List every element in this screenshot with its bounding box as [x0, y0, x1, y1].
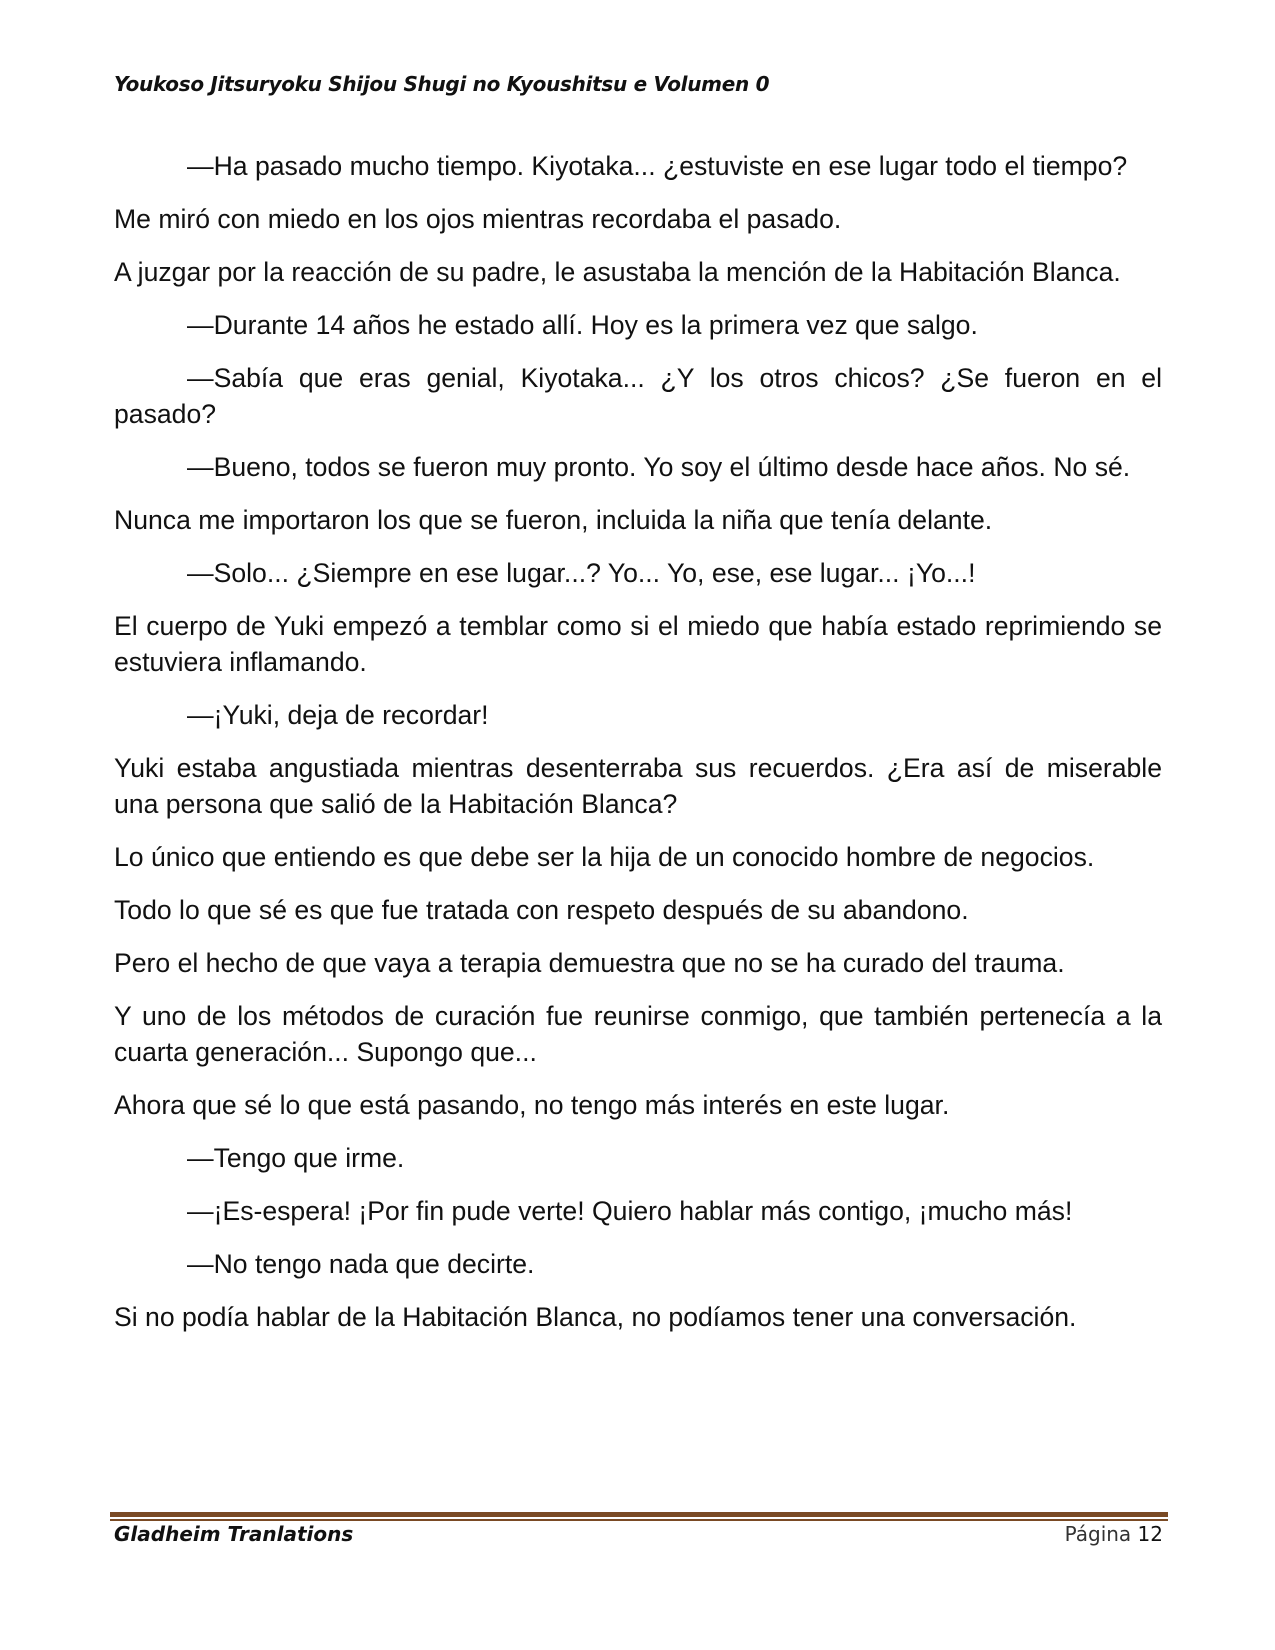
paragraph-dialog: —Durante 14 años he estado allí. Hoy es la primera vez que salgo.: [187, 310, 978, 340]
page-body: [114, 148, 1162, 1352]
paragraph-narration: Pero el hecho de que vaya a terapia demuestra que no se ha curado del trauma.: [114, 948, 1065, 978]
paragraph-narration: Todo lo que sé es que fue tratada con respeto después de su abandono.: [114, 895, 969, 925]
paragraph-dialog: —¡Yuki, deja de recordar!: [187, 700, 489, 730]
paragraph-dialog: —Sabía que eras genial, Kiyotaka... ¿Y los otros chicos? ¿Se fueron en el pasado?: [114, 363, 1162, 429]
paragraph-dialog: —Bueno, todos se fueron muy pronto. Yo soy el último desde hace años. No sé.: [187, 452, 1131, 482]
paragraph-narration: Y uno de los métodos de curación fue reunirse conmigo, que también pertenecía a la cuarta generación... Supongo que...: [114, 1001, 1162, 1067]
footer-divider-thin: [110, 1519, 1168, 1521]
paragraph-narration: Me miró con miedo en los ojos mientras recordaba el pasado.: [114, 204, 842, 234]
page-number-label: Página: [1064, 1522, 1132, 1546]
page-number-value: 12: [1137, 1522, 1163, 1546]
paragraph-dialog: —¡Es-espera! ¡Por fin pude verte! Quiero hablar más contigo, ¡mucho más!: [187, 1196, 1073, 1226]
footer-divider: [110, 1512, 1168, 1521]
footer-divider-thick: [110, 1512, 1168, 1517]
page-header-title: Youkoso Jitsuryoku Shijou Shugi no Kyoushitsu e Volumen 0: [114, 72, 770, 96]
paragraph-narration: El cuerpo de Yuki empezó a temblar como si el miedo que había estado reprimiendo se estuviera inflamando.: [114, 611, 1162, 677]
paragraph-dialog: —Solo... ¿Siempre en ese lugar...? Yo... Yo, ese, ese lugar... ¡Yo...!: [187, 558, 976, 588]
page-number: [1065, 1522, 1163, 1546]
footer-credit: Gladheim Tranlations: [114, 1522, 354, 1546]
paragraph-narration: Nunca me importaron los que se fueron, incluida la niña que tenía delante.: [114, 505, 993, 535]
paragraph-narration: A juzgar por la reacción de su padre, le asustaba la mención de la Habitación Blanca.: [114, 257, 1121, 287]
paragraph-narration: Lo único que entiendo es que debe ser la hija de un conocido hombre de negocios.: [114, 842, 1095, 872]
paragraph-narration: Si no podía hablar de la Habitación Blanca, no podíamos tener una conversación.: [114, 1302, 1077, 1332]
paragraph-dialog: —Tengo que irme.: [187, 1143, 405, 1173]
paragraph-dialog: —Ha pasado mucho tiempo. Kiyotaka... ¿estuviste en ese lugar todo el tiempo?: [187, 151, 1128, 181]
paragraph-narration: Ahora que sé lo que está pasando, no tengo más interés en este lugar.: [114, 1090, 950, 1120]
paragraph-dialog: —No tengo nada que decirte.: [187, 1249, 535, 1279]
paragraph-narration: Yuki estaba angustiada mientras desenterraba sus recuerdos. ¿Era así de miserable una persona que salió de la Habitación Blanca?: [114, 753, 1162, 819]
